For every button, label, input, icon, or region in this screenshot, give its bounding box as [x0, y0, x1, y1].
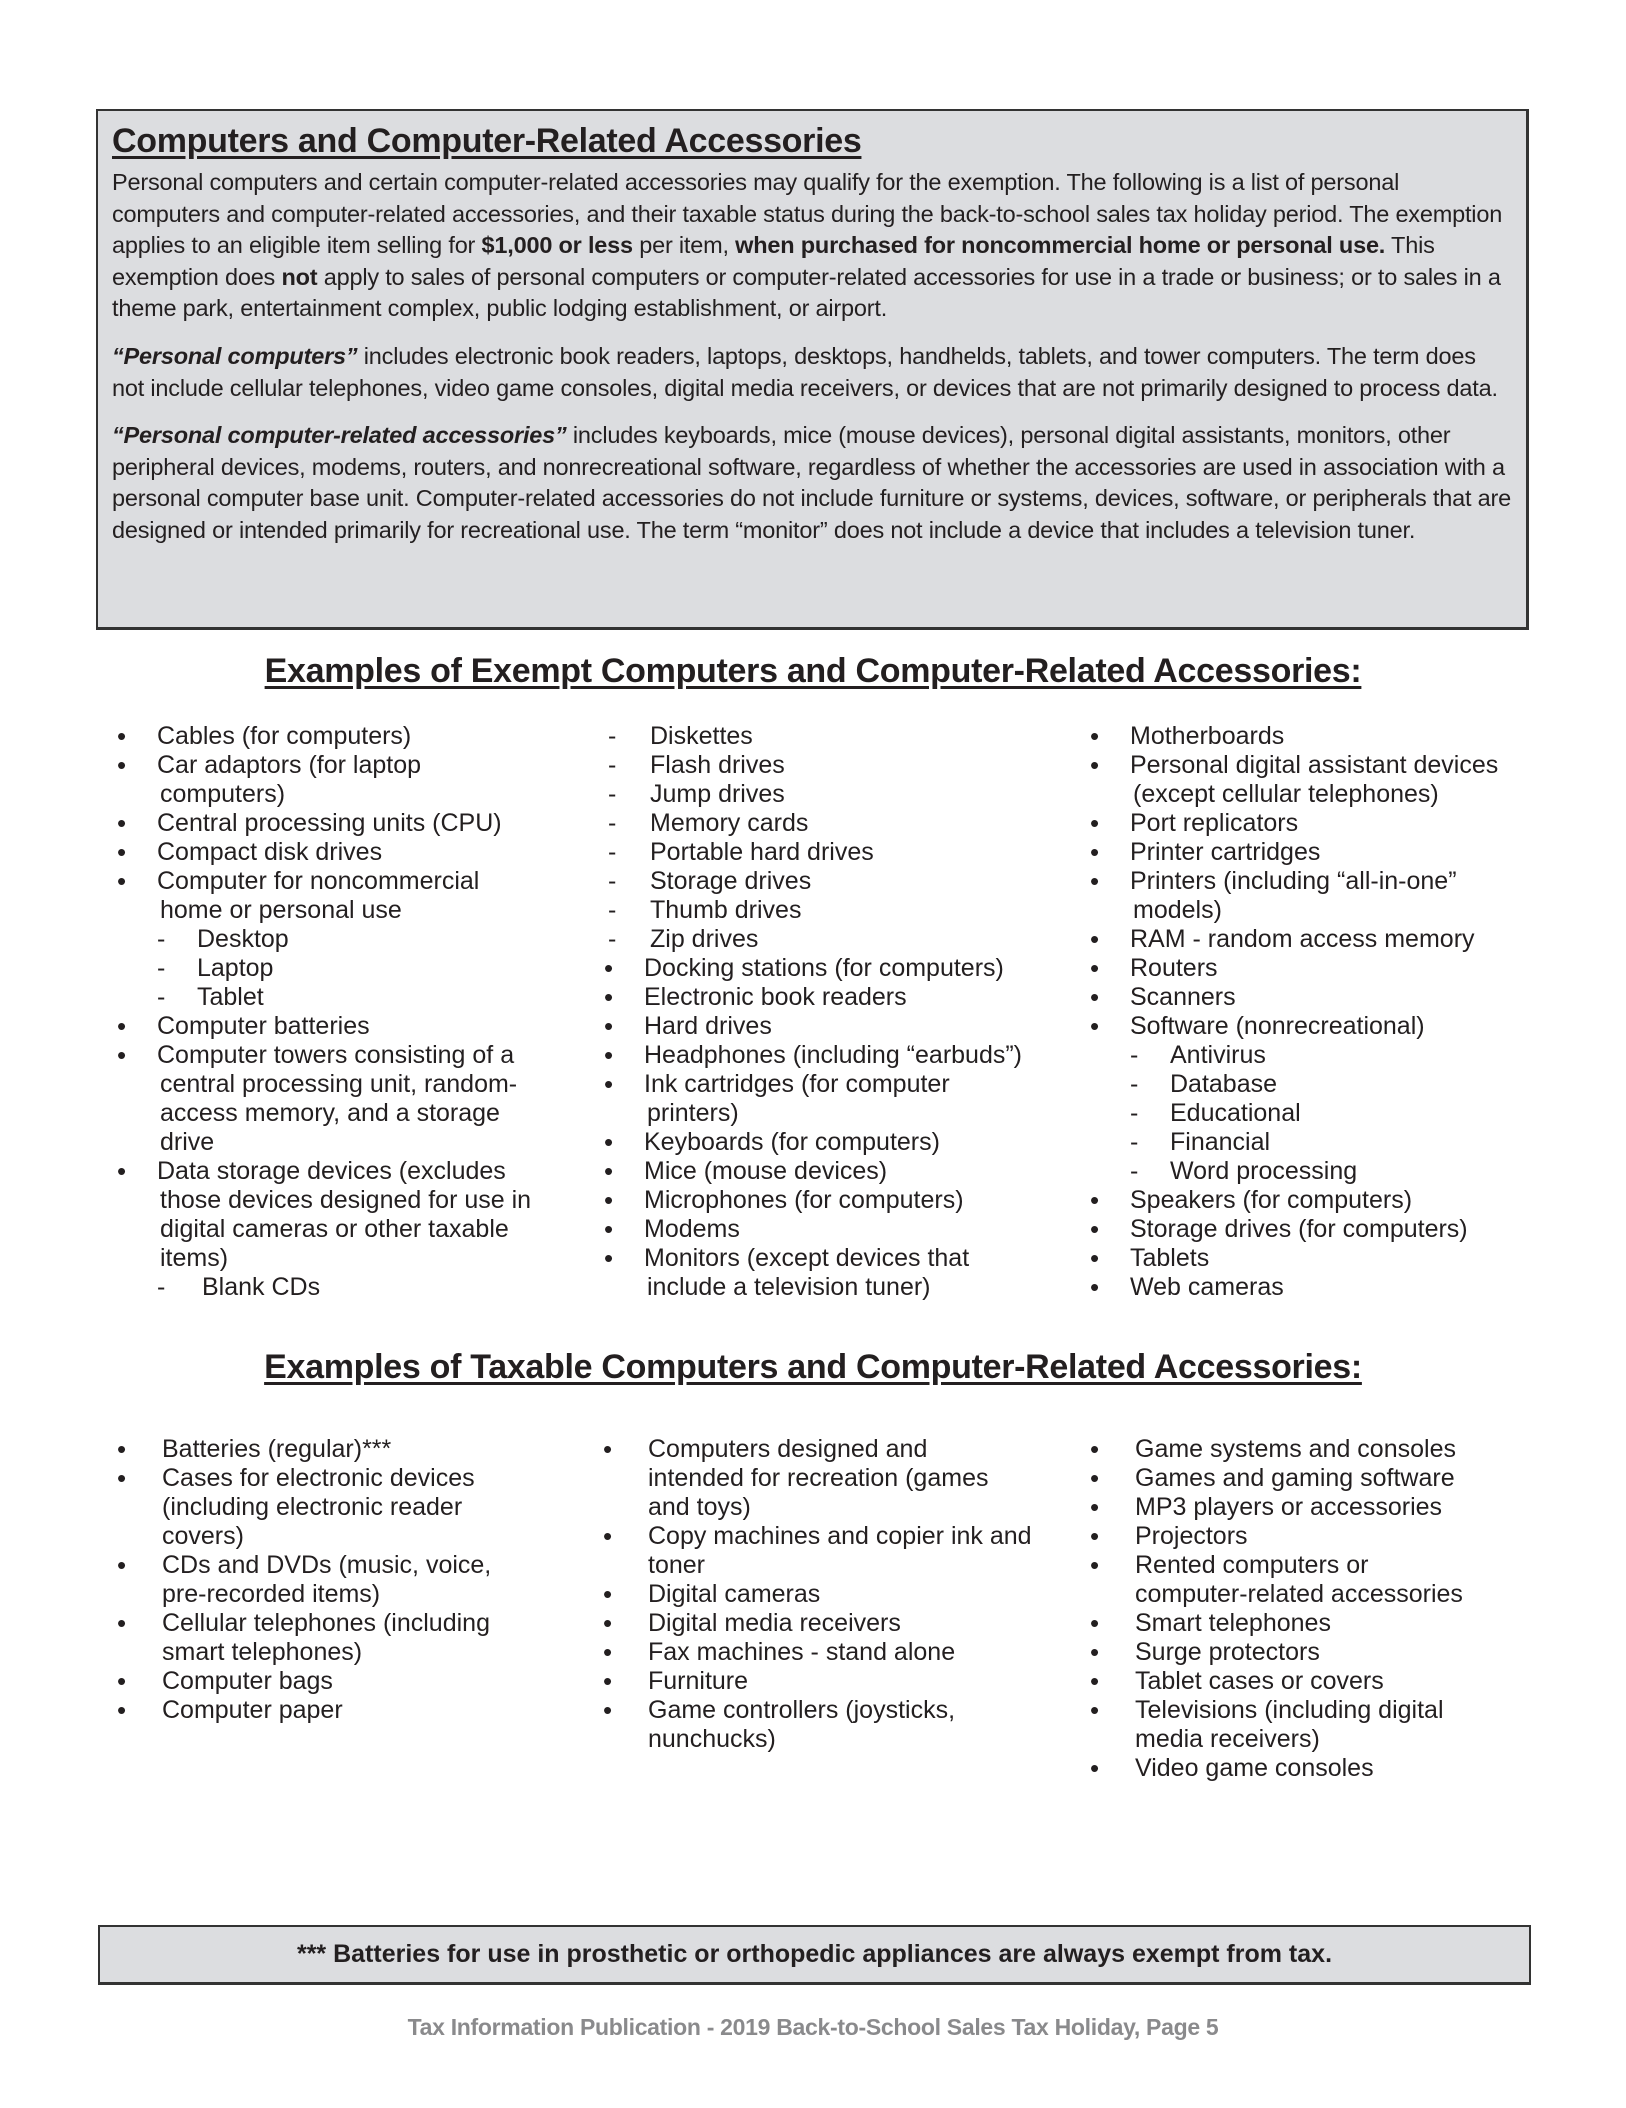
list-item-text-continued: intended for recreation (games: [648, 1464, 989, 1492]
list-item-text: Projectors: [1135, 1522, 1248, 1550]
list-item-text: Smart telephones: [1135, 1609, 1331, 1637]
use-condition: when purchased for noncommercial home or personal use.: [735, 232, 1386, 259]
info-box-title: Computers and Computer-Related Accessories: [112, 122, 862, 160]
list-item-text: Tablet cases or covers: [1135, 1667, 1384, 1695]
list-item: [117, 722, 557, 751]
list-item: [117, 954, 557, 983]
list-item: [117, 1464, 557, 1551]
definition-text: includes keyboards, mice (mouse devices), personal digital assistants, monitors, other peripheral devices, modems, routers, and nonrecreational software, regardless of whether the accessories are used in association with a personal computer base unit. Computer-related accessories do not include furniture or systems, devices, software, or peripherals that are designed or intended primarily for recreational use. The term “monitor” does not include a device that includes a television tuner.: [112, 422, 1511, 543]
list-item-text-continued: models): [1133, 896, 1222, 924]
list-item: [604, 1244, 1044, 1302]
list-item-text: Word processing: [1170, 1157, 1358, 1185]
list-item-text: Batteries (regular)***: [162, 1435, 392, 1463]
list-item-text: Storage drives (for computers): [1130, 1215, 1468, 1243]
list-item-text: items): [160, 1244, 229, 1272]
list-item: [604, 722, 1044, 751]
list-item: [603, 1696, 1043, 1754]
list-item-text: Televisions (including digital: [1135, 1696, 1444, 1724]
personal-computers-definition: [112, 341, 1512, 404]
list-item: [1090, 1215, 1600, 1244]
list-item-text: access memory, and a storage: [160, 1099, 500, 1127]
list-item-text: Thumb drives: [650, 896, 802, 924]
taxable-list-column-2: [603, 1435, 1043, 1754]
list-item-text-continued: (including electronic reader: [162, 1493, 463, 1521]
taxable-list-column-3: [1090, 1435, 1600, 1783]
list-item: [1090, 1070, 1600, 1099]
list-item: [117, 1012, 557, 1041]
list-item: [117, 1157, 557, 1215]
list-item-text: Headphones (including “earbuds”): [644, 1041, 1023, 1069]
list-item-text: Storage drives: [650, 867, 812, 895]
list-item: [604, 867, 1044, 896]
list-item: [1090, 1754, 1600, 1783]
list-item-text: Data storage devices (excludes: [157, 1157, 506, 1185]
list-item: [604, 1157, 1044, 1186]
list-item-text: Software (nonrecreational): [1130, 1012, 1425, 1040]
list-item-text: Computer batteries: [157, 1012, 370, 1040]
list-item-text: Jump drives: [650, 780, 785, 808]
not-emphasis: not: [281, 263, 318, 290]
exempt-list-column-2: [604, 722, 1044, 1302]
list-item: [1090, 1464, 1600, 1493]
list-item: [604, 780, 1044, 809]
list-item: [603, 1580, 1043, 1609]
list-item-text: digital cameras or other taxable: [160, 1215, 509, 1243]
list-item-text: Cables (for computers): [157, 722, 412, 750]
list-item-text: Port replicators: [1130, 809, 1299, 837]
list-item-text-continued: include a television tuner): [647, 1273, 931, 1301]
list-item-text-continued: those devices designed for use in: [160, 1186, 532, 1214]
list-item-text: Hard drives: [644, 1012, 772, 1040]
list-item: [603, 1667, 1043, 1696]
list-item-text: Printers (including “all-in-one”: [1130, 867, 1457, 895]
list-item-text-continued: computers): [160, 780, 286, 808]
list-item: [604, 1186, 1044, 1215]
intro-text-4: apply to sales of personal computers or computer-related accessories for use in a trade or business; or to sales in a theme park, entertainment complex, public lodging establishment, or airport.: [112, 263, 1501, 322]
list-item: [1090, 983, 1600, 1012]
list-item: [604, 809, 1044, 838]
list-item-text-continued: media receivers): [1135, 1725, 1320, 1753]
list-item: [117, 809, 557, 838]
list-item-text: Surge protectors: [1135, 1638, 1320, 1666]
list-item-text: Printer cartridges: [1130, 838, 1321, 866]
list-item: [117, 1667, 557, 1696]
list-item-text: Portable hard drives: [650, 838, 874, 866]
list-item-text: Flash drives: [650, 751, 785, 779]
list-item: [604, 1128, 1044, 1157]
batteries-note: *** Batteries for use in prosthetic or orthopedic appliances are always exempt from tax.: [296, 1940, 1333, 1968]
exempt-list-column-1: [117, 722, 557, 1302]
list-item-text: Microphones (for computers): [644, 1186, 964, 1214]
list-item-text: Cases for electronic devices: [162, 1464, 475, 1492]
list-item-text-continued: smart telephones): [162, 1638, 363, 1666]
list-item-text-continued: home or personal use: [160, 896, 402, 924]
list-item: [1090, 1099, 1600, 1128]
list-item: [604, 1215, 1044, 1244]
list-item: [1090, 867, 1600, 925]
accessories-definition: [112, 420, 1512, 546]
list-item-text: Laptop: [197, 954, 274, 982]
list-item: [604, 751, 1044, 780]
list-item-text: Keyboards (for computers): [644, 1128, 940, 1156]
exempt-section-title: Examples of Exempt Computers and Computer-Related Accessories:: [264, 652, 1362, 690]
list-item-text: Computer paper: [162, 1696, 343, 1724]
list-item: [1090, 1435, 1600, 1464]
list-item: [603, 1638, 1043, 1667]
list-item-text-continued: and toys): [648, 1493, 751, 1521]
list-item-text: Mice (mouse devices): [644, 1157, 888, 1185]
list-item: [603, 1435, 1043, 1522]
list-item-text-continued: printers): [647, 1099, 739, 1127]
list-item-text-continued: covers): [162, 1522, 244, 1550]
list-item-text: Fax machines - stand alone: [648, 1638, 956, 1666]
intro-text-1: Personal computers and certain computer-related accessories may qualify for the exemption. The following is a list of personal computers and computer-related accessories, and their taxable status during the back-to-school sales tax holiday period. The exemption applies to an eligible item selling for: [112, 169, 1503, 259]
list-item-text: Tablet: [197, 983, 264, 1011]
list-item: [117, 751, 557, 809]
list-item: [117, 1041, 557, 1099]
list-item-text: Routers: [1130, 954, 1218, 982]
list-item-text-continued: toner: [648, 1551, 705, 1579]
list-item-text: Digital media receivers: [648, 1609, 901, 1637]
info-box: [96, 109, 1529, 630]
list-item-text: Personal digital assistant devices: [1130, 751, 1499, 779]
list-item-text-continued: nunchucks): [648, 1725, 776, 1753]
list-item: [1090, 954, 1600, 983]
list-item: [117, 1435, 557, 1464]
list-item-text: Rented computers or: [1135, 1551, 1369, 1579]
list-item: [604, 1012, 1044, 1041]
page-footer: Tax Information Publication - 2019 Back-to-School Sales Tax Holiday, Page 5: [407, 2014, 1219, 2040]
list-item-text: Furniture: [648, 1667, 749, 1695]
list-item: [604, 838, 1044, 867]
list-item-text: Financial: [1170, 1128, 1271, 1156]
list-item-continuation: [117, 1215, 557, 1244]
list-item: [1090, 838, 1600, 867]
list-item: [117, 867, 557, 925]
list-item-text: Games and gaming software: [1135, 1464, 1455, 1492]
list-item-text: Ink cartridges (for computer: [644, 1070, 950, 1098]
list-item-text: Copy machines and copier ink and: [648, 1522, 1032, 1550]
intro-text-2: per item,: [632, 232, 736, 259]
list-item-text: Desktop: [197, 925, 289, 953]
list-item: [1090, 1638, 1600, 1667]
list-item: [1090, 722, 1600, 751]
list-item: [1090, 1244, 1600, 1273]
list-item-text: Modems: [644, 1215, 740, 1243]
list-item-text: RAM - random access memory: [1130, 925, 1475, 953]
list-item-text: Speakers (for computers): [1130, 1186, 1413, 1214]
list-item-text: Computers designed and: [648, 1435, 928, 1463]
list-item-text: MP3 players or accessories: [1135, 1493, 1443, 1521]
list-item: [1090, 925, 1600, 954]
list-item-continuation: [117, 1099, 557, 1128]
list-item: [1090, 1128, 1600, 1157]
list-item: [117, 838, 557, 867]
list-item: [603, 1522, 1043, 1580]
list-item: [1090, 1667, 1600, 1696]
list-item-text: Digital cameras: [648, 1580, 821, 1608]
list-item: [1090, 1522, 1600, 1551]
intro-text-3: This exemption does: [112, 232, 1435, 290]
list-item: [117, 925, 557, 954]
list-item-text: Motherboards: [1130, 722, 1285, 750]
list-item-continuation: [117, 1128, 557, 1157]
list-item-text: Game systems and consoles: [1135, 1435, 1456, 1463]
taxable-list-column-1: [117, 1435, 557, 1725]
list-item-text: Web cameras: [1130, 1273, 1284, 1301]
list-item: [1090, 1493, 1600, 1522]
list-item: [604, 1070, 1044, 1128]
list-item-text-continued: central processing unit, random-: [160, 1070, 518, 1098]
list-item-text: Game controllers (joysticks,: [648, 1696, 956, 1724]
list-item: [117, 1609, 557, 1667]
list-item-text-continued: (except cellular telephones): [1133, 780, 1439, 808]
list-item-text: Docking stations (for computers): [644, 954, 1004, 982]
list-item-text: Antivirus: [1170, 1041, 1266, 1069]
list-item: [117, 1273, 557, 1302]
list-item: [1090, 751, 1600, 809]
list-item-text: drive: [160, 1128, 215, 1156]
taxable-section-title: Examples of Taxable Computers and Computer-Related Accessories:: [264, 1348, 1362, 1386]
list-item-text: Car adaptors (for laptop: [157, 751, 422, 779]
list-item-text: Cellular telephones (including: [162, 1609, 490, 1637]
list-item: [1090, 1273, 1600, 1302]
list-item-text: Zip drives: [650, 925, 759, 953]
list-item-text-continued: pre-recorded items): [162, 1580, 381, 1608]
list-item: [604, 983, 1044, 1012]
list-item: [1090, 1696, 1600, 1754]
list-item-text: Database: [1170, 1070, 1278, 1098]
list-item-text: Monitors (except devices that: [644, 1244, 970, 1272]
list-item: [117, 983, 557, 1012]
list-item-text-continued: computer-related accessories: [1135, 1580, 1463, 1608]
list-item-text: Memory cards: [650, 809, 809, 837]
list-item-text: Diskettes: [650, 722, 753, 750]
list-item: [1090, 1157, 1600, 1186]
list-item-text: Video game consoles: [1135, 1754, 1374, 1782]
intro-paragraph: [112, 167, 1512, 325]
list-item: [1090, 1551, 1600, 1609]
definition-term: “Personal computers”: [112, 342, 358, 369]
definition-term: “Personal computer-related accessories”: [112, 422, 567, 449]
list-item: [1090, 1041, 1600, 1070]
list-item-text: Electronic book readers: [644, 983, 907, 1011]
batteries-note-box: [98, 1925, 1531, 1985]
list-item-text: Tablets: [1130, 1244, 1210, 1272]
list-item-continuation: [117, 1244, 557, 1273]
list-item: [1090, 1186, 1600, 1215]
list-item-text: Central processing units (CPU): [157, 809, 502, 837]
list-item-text: Scanners: [1130, 983, 1236, 1011]
exempt-list-column-3: [1090, 722, 1600, 1302]
list-item-text: Educational: [1170, 1099, 1301, 1127]
list-item-text: Compact disk drives: [157, 838, 383, 866]
list-item: [1090, 809, 1600, 838]
list-item: [604, 896, 1044, 925]
list-item-text: Computer for noncommercial: [157, 867, 480, 895]
list-item-text: CDs and DVDs (music, voice,: [162, 1551, 492, 1579]
list-item: [604, 925, 1044, 954]
list-item: [1090, 1012, 1600, 1041]
list-item: [1090, 1609, 1600, 1638]
list-item: [117, 1551, 557, 1609]
list-item-text: Computer bags: [162, 1667, 333, 1695]
list-item: [604, 954, 1044, 983]
definition-text: includes electronic book readers, laptops, desktops, handhelds, tablets, and tower computers. The term does not include cellular telephones, video game consoles, digital media receivers, or devices that are not primarily designed to process data.: [112, 342, 1498, 401]
price-limit: $1,000 or less: [481, 232, 633, 259]
list-item-text: Computer towers consisting of a: [157, 1041, 515, 1069]
list-item: [117, 1696, 557, 1725]
list-item: [604, 1041, 1044, 1070]
list-item: [603, 1609, 1043, 1638]
list-item-text: Blank CDs: [202, 1273, 321, 1301]
